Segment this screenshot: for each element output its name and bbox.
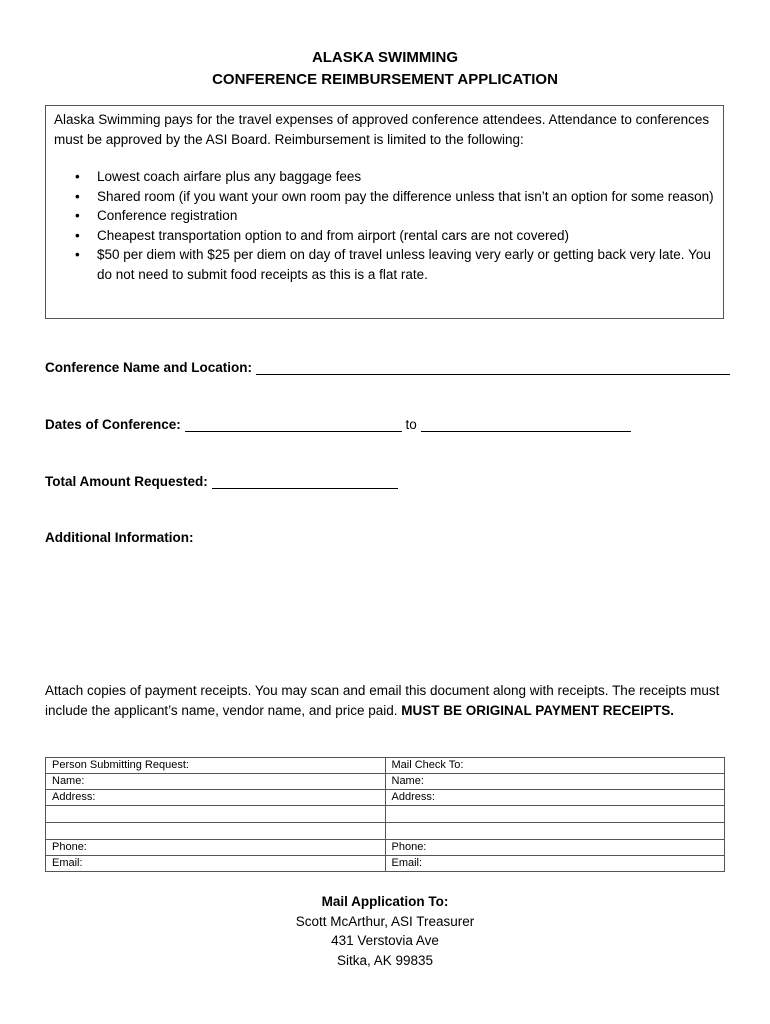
dates-row xyxy=(45,416,631,432)
list-item: • Lowest coach airfare plus any baggage fees xyxy=(97,167,715,187)
start-date-field[interactable] xyxy=(185,416,402,432)
list-item: • Conference registration xyxy=(97,206,715,226)
end-date-field[interactable] xyxy=(421,416,631,432)
conference-name-field[interactable] xyxy=(256,359,730,375)
submitter-name-field[interactable]: Name: xyxy=(46,774,386,790)
intro-box xyxy=(45,105,724,319)
mail-to-city: Sitka, AK 99835 xyxy=(336,952,434,968)
contact-table xyxy=(45,757,725,872)
mail-to-name: Scott McArthur, ASI Treasurer xyxy=(295,913,475,929)
mail-check-address-line-2[interactable] xyxy=(385,806,725,823)
attach-instructions xyxy=(45,681,735,720)
attach-text: Attach copies of payment receipts. You may scan and email this document along with receipts. The receipts must include the applicant’s name, vendor name, and price paid. xyxy=(45,683,720,718)
submitter-email-field[interactable]: Email: xyxy=(46,856,386,872)
additional-info-label: Additional Information: xyxy=(45,530,194,545)
document-title: ALASKA SWIMMING xyxy=(311,49,459,66)
list-item: • Shared room (if you want your own room pay the difference unless that isn’t an option for some reason) xyxy=(97,187,715,207)
submitter-phone-field[interactable]: Phone: xyxy=(46,840,386,856)
submitter-header: Person Submitting Request: xyxy=(46,758,386,774)
reimbursement-list xyxy=(54,167,715,284)
mail-to-title: Mail Application To: xyxy=(321,894,449,909)
submitter-address-line-3[interactable] xyxy=(46,823,386,840)
list-item: • Cheapest transportation option to and from airport (rental cars are not covered) xyxy=(97,226,715,246)
conference-name-label: Conference Name and Location: xyxy=(45,360,253,375)
mail-check-email-field[interactable]: Email: xyxy=(385,856,725,872)
intro-paragraph: Alaska Swimming pays for the travel expenses of approved conference attendees. Attendance to conferences must be approved by the ASI Board. Reimbursement is limited to the following: xyxy=(54,112,710,147)
mail-check-header: Mail Check To: xyxy=(385,758,725,774)
mail-check-address-field[interactable]: Address: xyxy=(385,790,725,806)
dates-to-label: to xyxy=(405,417,417,432)
mail-check-name-field[interactable]: Name: xyxy=(385,774,725,790)
conference-name-row xyxy=(45,359,730,375)
total-amount-label: Total Amount Requested: xyxy=(45,474,208,489)
mail-check-phone-field[interactable]: Phone: xyxy=(385,840,725,856)
attach-emphasis: MUST BE ORIGINAL PAYMENT RECEIPTS. xyxy=(401,702,675,718)
dates-label: Dates of Conference: xyxy=(45,417,181,432)
mail-to-block xyxy=(0,892,770,970)
mail-to-street: 431 Verstovia Ave xyxy=(331,933,439,948)
submitter-address-line-2[interactable] xyxy=(46,806,386,823)
total-amount-row xyxy=(45,473,398,489)
document-subtitle: CONFERENCE REIMBURSEMENT APPLICATION xyxy=(212,71,558,88)
total-amount-field[interactable] xyxy=(212,473,398,489)
mail-check-address-line-3[interactable] xyxy=(385,823,725,840)
list-item: • $50 per diem with $25 per diem on day of travel unless leaving very early or getting back very late. You do not need to submit food receipts as this is a flat rate. xyxy=(97,245,715,284)
submitter-address-field[interactable]: Address: xyxy=(46,790,386,806)
